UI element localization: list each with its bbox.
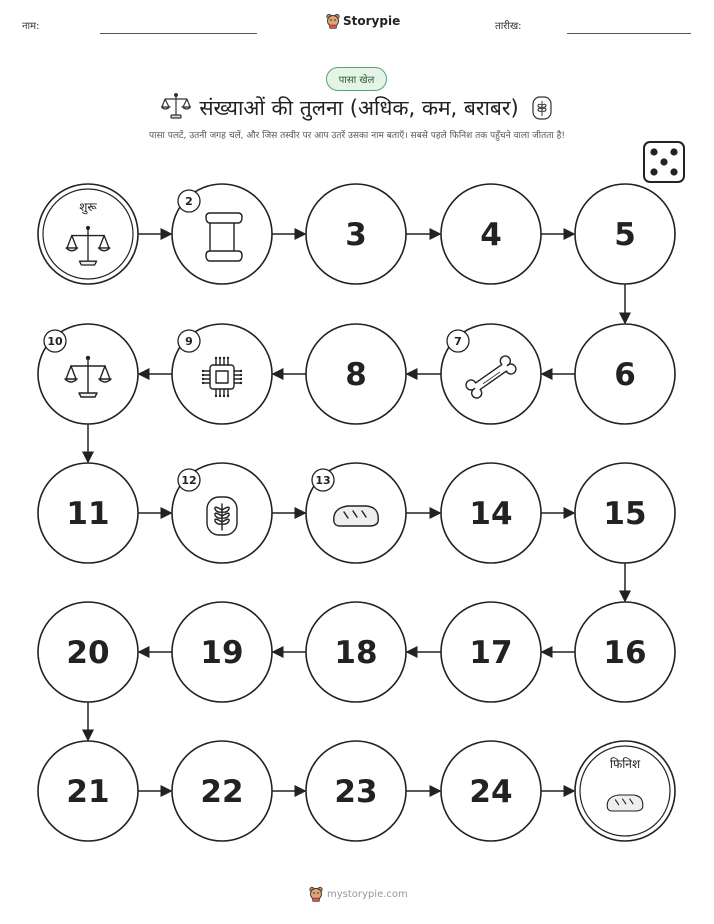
board-space xyxy=(575,324,675,424)
board-space xyxy=(306,741,406,841)
instructions: पासा पलटें, उतनी जगह चलें, और जिस तस्वीर पर आप उतरें उसका नाम बताएँ। सबसे पहले फिनिश तक पहुँचने वाला जीतता है! xyxy=(149,131,565,141)
board-space xyxy=(575,184,675,284)
board-space xyxy=(441,324,541,424)
space-number: 22 xyxy=(200,774,244,810)
bear-icon xyxy=(309,886,323,902)
space-number: 20 xyxy=(66,635,110,671)
space-number: 3 xyxy=(345,217,367,253)
board-space xyxy=(575,602,675,702)
footer-site: mystorypie.com xyxy=(327,888,408,900)
space-number: 11 xyxy=(66,496,110,532)
space-number: 23 xyxy=(334,774,378,810)
space-number: 19 xyxy=(200,635,244,671)
title-text: संख्याओं की तुलना (अधिक, कम, बराबर) xyxy=(199,96,519,120)
game-tag: पासा खेल xyxy=(326,67,387,91)
board-space xyxy=(172,184,272,284)
space-number: 4 xyxy=(480,217,502,253)
board-space xyxy=(441,463,541,563)
space-number: 5 xyxy=(614,217,636,253)
board-space xyxy=(172,324,272,424)
board-space xyxy=(306,324,406,424)
bread-icon xyxy=(334,506,378,526)
board-space xyxy=(306,463,406,563)
board-space xyxy=(441,184,541,284)
name-label: नाम: xyxy=(22,21,40,32)
board-space xyxy=(306,602,406,702)
space-number: 6 xyxy=(614,357,636,393)
board-space xyxy=(38,602,138,702)
board-space xyxy=(575,463,675,563)
dice-icon xyxy=(644,142,684,182)
space-number: 13 xyxy=(315,474,331,487)
space-number: 14 xyxy=(469,496,513,532)
board-space xyxy=(172,463,272,563)
space-number: 10 xyxy=(47,335,63,348)
date-label: तारीख: xyxy=(495,21,522,32)
board-space xyxy=(38,324,138,424)
bread-icon xyxy=(607,795,643,811)
board-space xyxy=(306,184,406,284)
space-number: 18 xyxy=(334,635,378,671)
board-space xyxy=(38,741,138,841)
space-number: 17 xyxy=(469,635,513,671)
space-number: 15 xyxy=(603,496,647,532)
finish-label: फिनिश xyxy=(609,757,641,771)
space-number: 7 xyxy=(454,335,462,348)
space-number: 12 xyxy=(181,474,197,487)
footer xyxy=(309,886,408,902)
space-number: 8 xyxy=(345,357,367,393)
board-space xyxy=(172,602,272,702)
board-space xyxy=(38,463,138,563)
board-space xyxy=(441,602,541,702)
space-number: 16 xyxy=(603,635,647,671)
space-number: 9 xyxy=(185,335,193,348)
board-space xyxy=(441,741,541,841)
start-space xyxy=(38,184,138,284)
board-space xyxy=(172,741,272,841)
space-number: 21 xyxy=(66,774,110,810)
space-number: 2 xyxy=(185,195,193,208)
space-number: 24 xyxy=(469,774,513,810)
brand-name: Storypie xyxy=(343,14,401,28)
finish-space xyxy=(575,741,675,841)
start-label: शुरू xyxy=(79,200,97,214)
